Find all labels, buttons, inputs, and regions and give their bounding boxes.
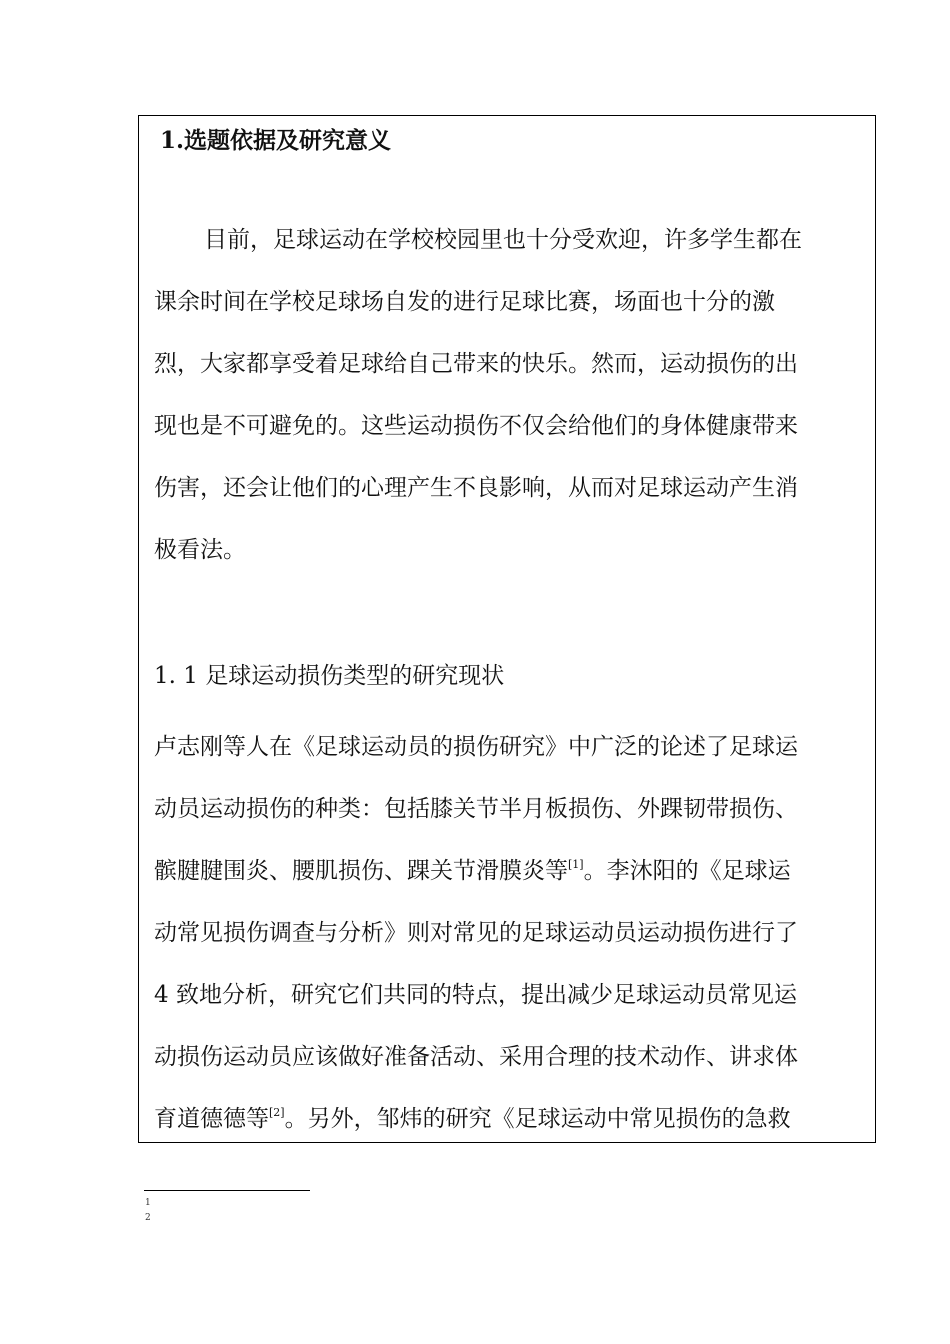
paragraph-line: 伤害，还会让他们的心理产生不良影响，从而对足球运动产生消 bbox=[154, 475, 798, 501]
paragraph-line: 卢志刚等人在《足球运动员的损伤研究》中广泛的论述了足球运 bbox=[154, 734, 798, 760]
line-text: 。另外，邹炜的研究《足球运动中常见损伤的急救 bbox=[284, 1106, 791, 1132]
paragraph-line: 课余时间在学校足球场自发的进行足球比赛，场面也十分的激 bbox=[154, 289, 775, 315]
paragraph-line: 极看法。 bbox=[154, 537, 246, 563]
paragraph-line: 目前，足球运动在学校校园里也十分受欢迎，许多学生都在 bbox=[204, 227, 802, 253]
line-text: 育道德德等 bbox=[154, 1106, 269, 1132]
intro-paragraph bbox=[154, 209, 869, 581]
footnote-2: 2 bbox=[145, 1213, 151, 1223]
subsection-heading: 1. 1 足球运动损伤类型的研究现状 bbox=[154, 663, 505, 689]
paragraph-line: 动员运动损伤的种类：包括膝关节半月板损伤、外踝韧带损伤、 bbox=[154, 796, 798, 822]
footnote-1: 1 bbox=[145, 1198, 151, 1208]
review-paragraph bbox=[154, 716, 869, 1150]
citation-ref-1[interactable]: [1] bbox=[568, 858, 584, 871]
paragraph-line bbox=[154, 1088, 869, 1150]
paragraph-line: 4 致地分析，研究它们共同的特点，提出减少足球运动员常见运 bbox=[154, 982, 797, 1008]
paragraph-line: 烈，大家都享受着足球给自己带来的快乐。然而，运动损伤的出 bbox=[154, 351, 798, 377]
paragraph-line: 现也是不可避免的。这些运动损伤不仅会给他们的身体健康带来 bbox=[154, 413, 798, 439]
line-text: 。李沐阳的《足球运 bbox=[583, 858, 791, 884]
paragraph-line: 动常见损伤调查与分析》则对常见的足球运动员运动损伤进行了 bbox=[154, 920, 798, 946]
section-heading: 1.选题依据及研究意义 bbox=[160, 127, 392, 154]
footnote-separator bbox=[144, 1190, 310, 1191]
line-text: 髌腱腱围炎、腰肌损伤、踝关节滑膜炎等 bbox=[154, 858, 568, 884]
paragraph-line bbox=[154, 840, 869, 902]
paragraph-line: 动损伤运动员应该做好准备活动、采用合理的技术动作、讲求体 bbox=[154, 1044, 798, 1070]
citation-ref-2[interactable]: [2] bbox=[269, 1106, 285, 1119]
